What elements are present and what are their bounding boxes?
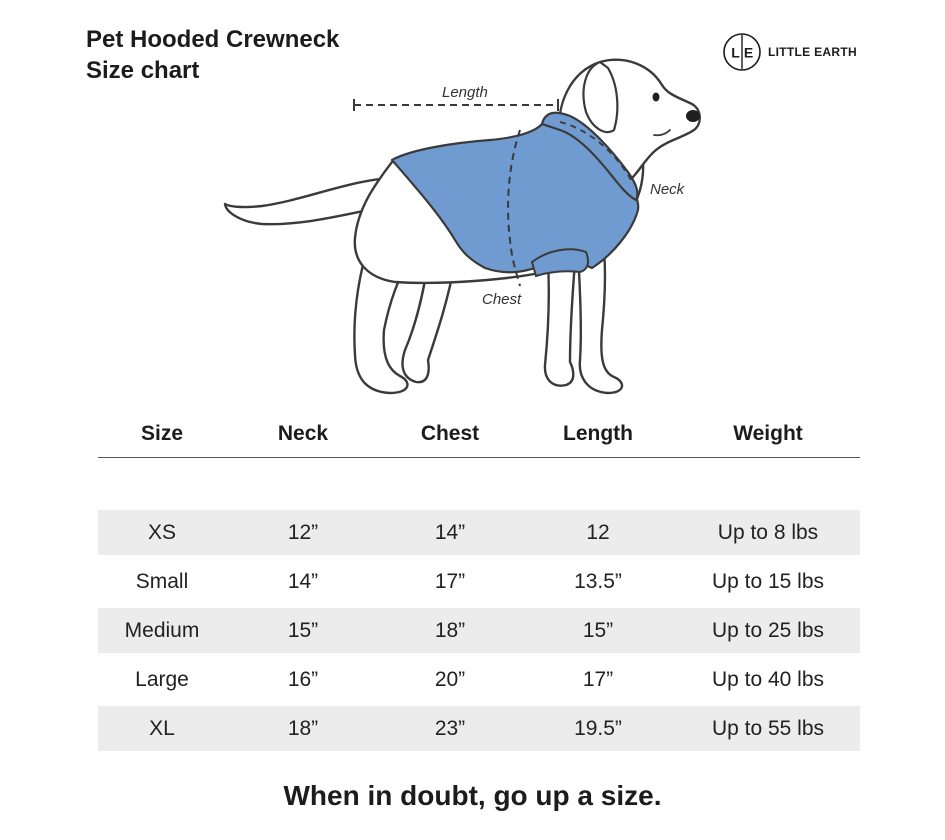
cell-neck: 14” [287,569,319,593]
logo-letter-right: E [743,44,754,61]
cell-length: 17” [582,667,614,691]
cell-length: 19.5” [574,716,622,740]
cell-neck: 18” [287,716,319,740]
cell-weight: Up to 55 lbs [711,716,825,740]
header-weight: Weight [733,421,803,445]
cell-neck: 16” [287,667,319,691]
cell-chest: 23” [434,716,466,740]
cell-weight: Up to 25 lbs [711,618,825,642]
dog-front-leg-front [578,250,622,393]
cell-size: Large [135,667,189,691]
cell-chest: 18” [434,618,466,642]
table-row [98,657,860,702]
header-chest: Chest [420,421,480,445]
table-row [98,706,860,751]
header-length: Length [563,421,633,445]
cell-weight: Up to 40 lbs [711,667,825,691]
dog-front-leg-back [545,262,575,386]
sizing-tip: When in doubt, go up a size. [283,780,662,811]
cell-length: 15” [582,618,614,642]
cell-chest: 17” [434,569,466,593]
header-size: Size [140,421,184,445]
cell-weight: Up to 15 lbs [711,569,825,593]
table-header-row [98,410,860,458]
cell-weight: Up to 8 lbs [717,520,819,544]
table-row [98,510,860,555]
chest-label: Chest [482,291,522,308]
cell-neck: 12” [287,520,319,544]
cell-length: 12 [586,520,610,544]
cell-size: Medium [124,618,200,642]
cell-neck: 15” [287,618,319,642]
table-body [98,510,860,755]
dog-nose [686,110,700,122]
length-label: Length [442,84,488,101]
brand-name: LITTLE EARTH [768,45,857,59]
dog-eye [653,93,660,102]
table-row [98,559,860,604]
size-chart-table [98,410,860,740]
title-product: Pet Hooded Crewneck [86,26,340,53]
cell-size: XS [147,520,176,544]
cell-length: 13.5” [574,569,622,593]
header-neck: Neck [277,421,329,445]
cell-size: Small [135,569,189,593]
table-row [98,608,860,653]
cell-size: XL [149,716,175,740]
title-subtitle: Size chart [86,57,200,84]
cell-chest: 20” [434,667,466,691]
logo-letter-left: L [731,44,740,61]
neck-label: Neck [650,181,685,198]
cell-chest: 14” [434,520,466,544]
